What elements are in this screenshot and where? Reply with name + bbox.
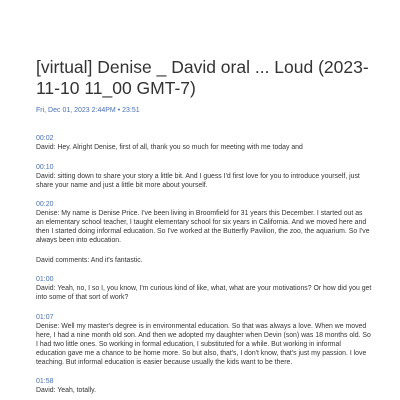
utterance-text: Denise: Well my master's degree is in environmental education. So that was always a love. When we moved here, I had a nine month old son. And then we adopted my daughter when Devin (son) was 18 months old. So I had two little ones. So working in formal education, I substituted for a while. But working in informal education gave me a chance to be home more. So but also, that's, I don't know, that's just my passion. I love teaching. But informal education is easier because usually the kids want to be there. — [36, 322, 371, 366]
utterance-text: Denise: My name is Denise Price. I've been living in Broomfield for 31 years this December. I started out as an elementary school teacher, I taught elementary school for six years in California. And we moved here and then I started doing informal education. So I've worked at the Butterfly Pavilion, the zoo, the aquarium. So I've always been into education. — [36, 210, 370, 244]
document-title: [virtual] Denise _ David oral ... Loud (2023-11-10 11_00 GMT-7) — [36, 57, 369, 98]
timestamp: 00:02 — [36, 135, 54, 142]
utterance-text: David: sitting down to share your story a little bit. And I guess I'd first love for you to introduce yourself, just share your name and just a little bit more about yourself. — [36, 172, 360, 189]
utterance-text: David: Hey. Alright Denise, first of all, thank you so much for meeting with me today and — [36, 144, 303, 151]
transcript-note: David comments: And it's fantastic. — [36, 256, 143, 264]
transcript-body — [36, 134, 372, 395]
timestamp: 01:00 — [36, 276, 54, 283]
transcript-entry — [36, 134, 372, 152]
utterance-text: David: Yeah, no, I so I, you know, I'm curious kind of like, what, what are your motivations? Or how did you get into some of that sort of work? — [36, 285, 372, 301]
timestamp: 00:20 — [36, 201, 54, 208]
utterance-text: David: Yeah, totally. — [36, 387, 97, 394]
transcript-entry — [36, 275, 372, 302]
transcript-entry — [36, 163, 372, 190]
timestamp: 01:07 — [36, 313, 54, 321]
document-meta: Fri, Dec 01, 2023 2:44PM • 23:51 — [36, 107, 140, 114]
transcript-entry — [36, 377, 372, 395]
timestamp: 00:10 — [36, 163, 54, 171]
transcript-entry — [36, 200, 372, 245]
transcript-entry — [36, 313, 372, 367]
timestamp: 01:58 — [36, 378, 54, 385]
